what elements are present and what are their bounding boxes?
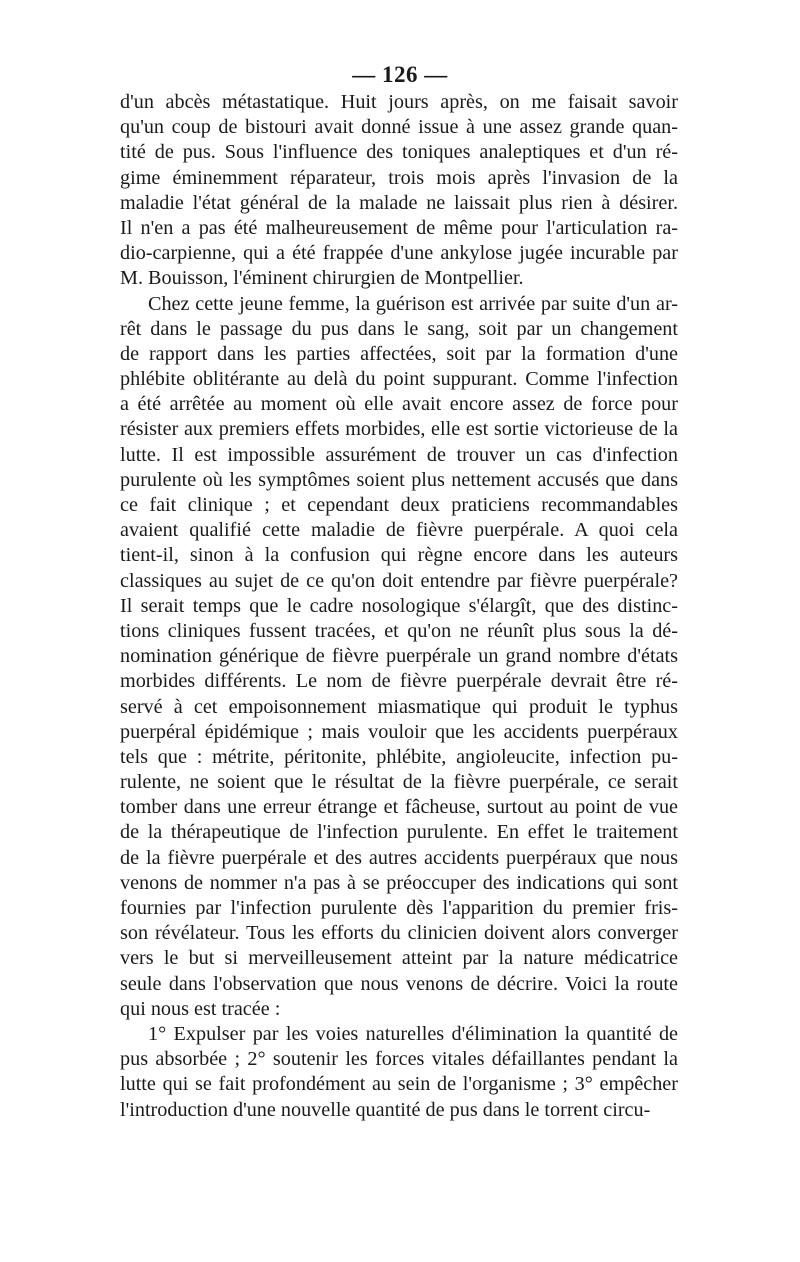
text-line: d'un abcès métastatique. Huit jours après, on me faisait savoir xyxy=(120,91,678,113)
text-line: vers le but si merveilleusement atteint par la nature médicatrice xyxy=(120,947,678,970)
paragraph xyxy=(120,292,678,1022)
text-line: puerpéral épidémique ; mais vouloir que les accidents puerpéraux xyxy=(120,720,678,743)
text-line: lutte qui se fait profondément au sein de l'organisme ; 3° empêcher xyxy=(120,1073,678,1096)
text-line: l'introduction d'une nouvelle quantité de pus dans le torrent circu- xyxy=(120,1098,651,1121)
text-line: pus absorbée ; 2° soutenir les forces vitales défaillantes pendant la xyxy=(120,1048,678,1071)
text-line: tité de pus. Sous l'influence des toniques analeptiques et d'un ré- xyxy=(120,141,678,164)
text-line: ce fait clinique ; et cependant deux praticiens recommandables xyxy=(120,494,678,516)
text-line: Il n'en a pas été malheureusement de même pour l'articulation ra- xyxy=(120,216,678,239)
paragraph xyxy=(120,1022,678,1123)
text-line: tels que : métrite, péritonite, phlébite, angioleucite, infection pu- xyxy=(120,745,678,768)
text-line: servé à cet empoisonnement miasmatique qui produit le typhus xyxy=(120,695,678,718)
text-line: qu'un coup de bistouri avait donné issue à une assez grande quan- xyxy=(120,116,678,139)
text-line: classiques au sujet de ce qu'on doit entendre par fièvre puerpérale? xyxy=(120,569,678,592)
text-line: phlébite oblitérante au delà du point suppurant. Comme l'infection xyxy=(120,368,678,391)
text-line: de la thérapeutique de l'infection purulente. En effet le traitement xyxy=(120,821,678,844)
text-line: son révélateur. Tous les efforts du clinicien doivent alors converger xyxy=(120,922,678,945)
text-line: qui nous est tracée : xyxy=(120,997,281,1020)
text-line: rulente, ne soient que le résultat de la fièvre puerpérale, ce serait xyxy=(120,771,678,794)
text-line: tomber dans une erreur étrange et fâcheuse, surtout au point de vue xyxy=(120,796,678,819)
text-line: tions cliniques fussent tracées, et qu'on ne réunît plus sous la dé- xyxy=(120,619,678,642)
text-line: 1° Expulser par les voies naturelles d'élimination la quantité de xyxy=(148,1022,678,1045)
text-line: résister aux premiers effets morbides, elle est sortie victorieuse de la xyxy=(120,418,678,441)
text-line: purulente où les symptômes soient plus nettement accusés que dans xyxy=(120,468,678,491)
paragraph xyxy=(120,90,678,292)
text-line: fournies par l'infection purulente dès l'apparition du premier fris- xyxy=(120,897,678,919)
text-line: tient-il, sinon à la confusion qui règne encore dans les auteurs xyxy=(120,544,678,567)
text-line: morbides différents. Le nom de fièvre puerpérale devrait être ré- xyxy=(120,670,678,693)
text-line: de rapport dans les parties affectées, soit par la formation d'une xyxy=(120,342,678,365)
body-text xyxy=(120,90,678,1123)
text-line: rêt dans le passage du pus dans le sang, soit par un changement xyxy=(120,317,678,340)
text-line: a été arrêtée au moment où elle avait encore assez de force pour xyxy=(120,393,678,416)
text-line: de la fièvre puerpérale et des autres accidents puerpéraux que nous xyxy=(120,846,678,869)
text-line: Il serait temps que le cadre nosologique s'élargît, que des distinc- xyxy=(120,594,678,617)
text-line: lutte. Il est impossible assurément de trouver un cas d'infection xyxy=(120,443,678,466)
text-line: nomination générique de fièvre puerpérale un grand nombre d'états xyxy=(120,645,678,668)
text-line: gime éminemment réparateur, trois mois après l'invasion de la xyxy=(120,166,678,189)
page-number: — 126 — xyxy=(352,62,448,87)
text-line: maladie l'état général de la malade ne laissait plus rien à désirer. xyxy=(120,191,678,214)
text-line: Chez cette jeune femme, la guérison est arrivée par suite d'un ar- xyxy=(148,292,678,315)
text-line: venons de nommer n'a pas à se préoccuper des indications qui sont xyxy=(120,871,678,894)
text-line: dio-carpienne, qui a été frappée d'une ankylose jugée incurable par xyxy=(120,242,678,265)
text-line: M. Bouisson, l'éminent chirurgien de Montpellier. xyxy=(120,267,524,290)
text-line: seule dans l'observation que nous venons de décrire. Voici la route xyxy=(120,972,678,995)
text-line: avaient qualifié cette maladie de fièvre puerpérale. A quoi cela xyxy=(120,519,678,542)
